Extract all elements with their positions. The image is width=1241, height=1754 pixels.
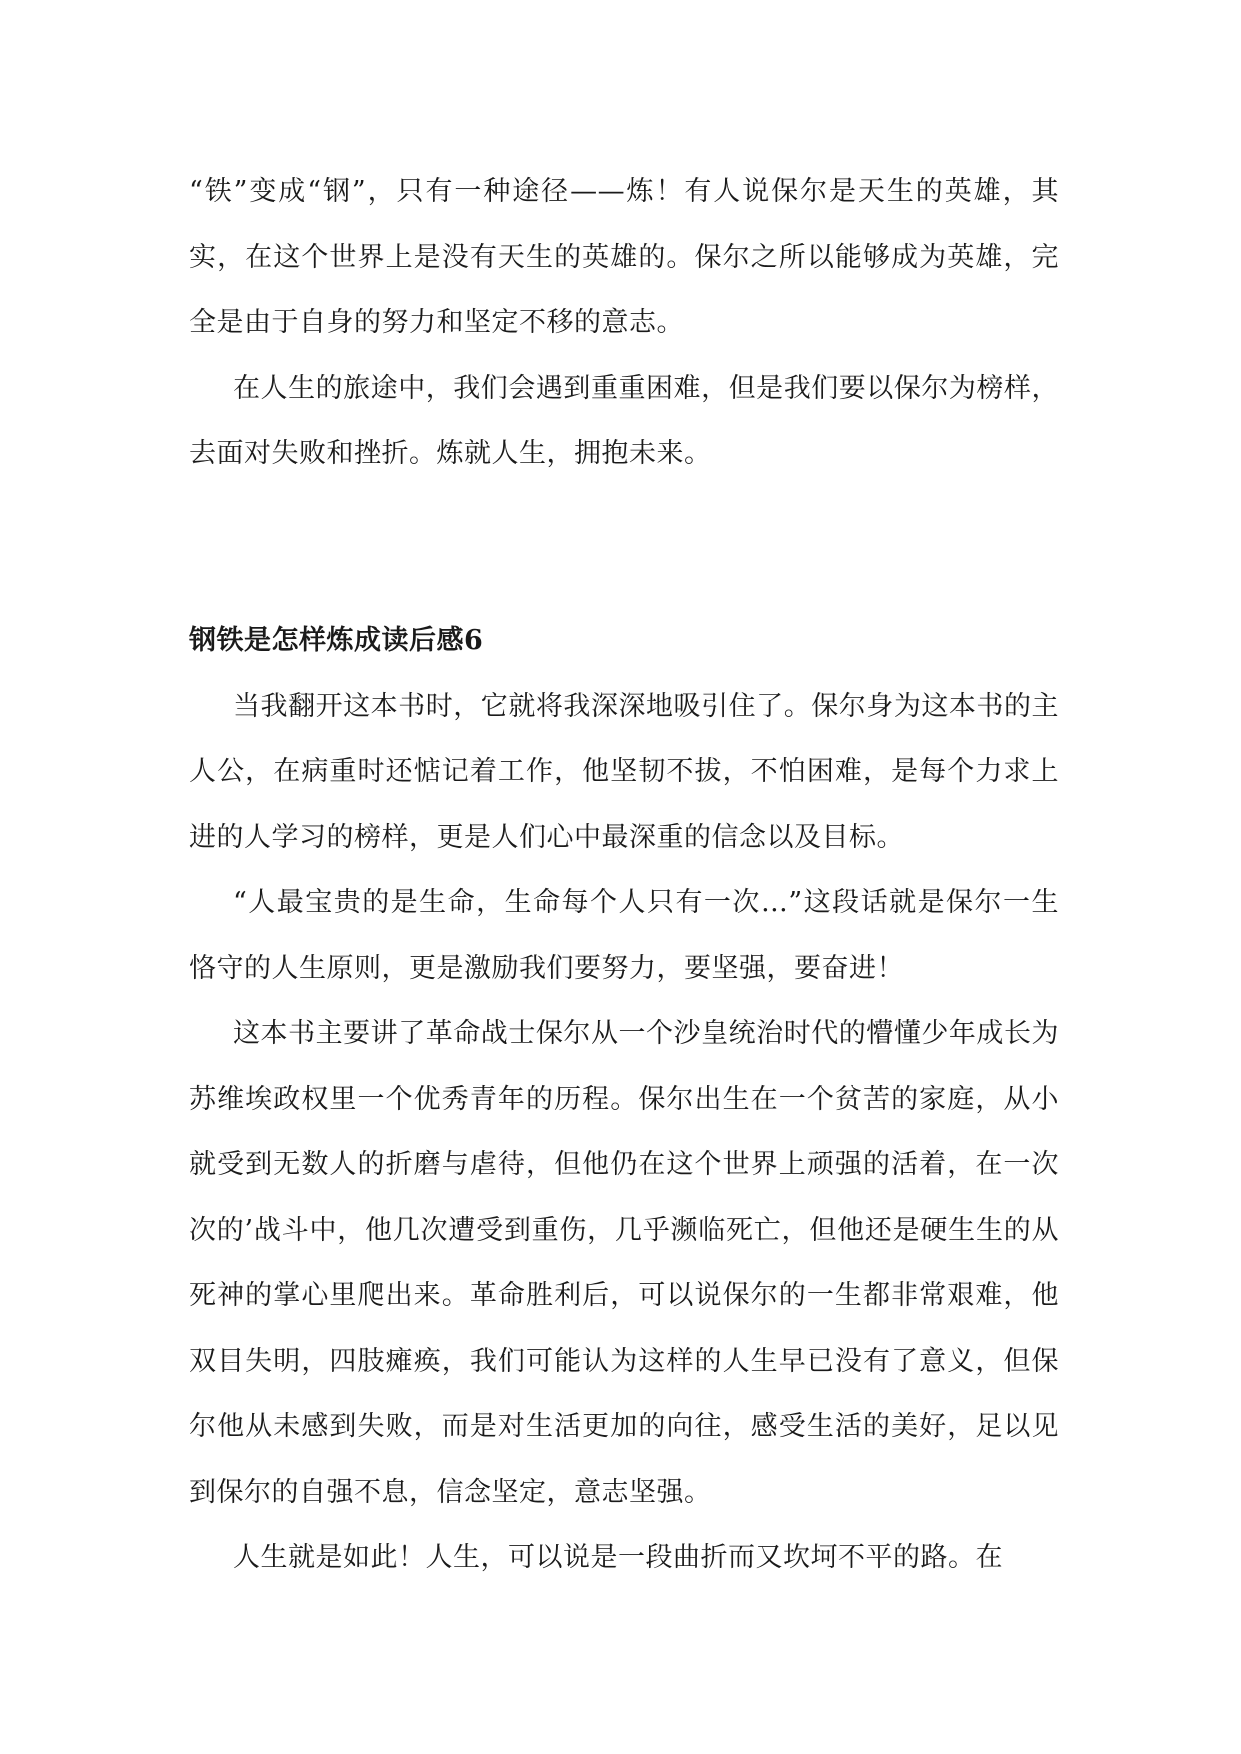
section-heading: 钢铁是怎样炼成读后感6 xyxy=(189,625,484,656)
paragraph: 人生就是如此！人生，可以说是一段曲折而又坎坷不平的路。在 xyxy=(233,1542,1003,1573)
paragraph: 这本书主要讲了革命战士保尔从一个沙皇统治时代的懵懂少年成长为苏维埃政权里一个优秀青年的历程。保尔出生在一个贫苦的家庭，从小就受到无数人的折磨与虐待，但他仍在这个世界上顽强的活着，在一次次的’战斗中，他几次遭受到重伤，几乎濒临死亡，但他还是硬生生的从死神的掌心里爬出来。革命胜利后，可以说保尔的一生都非常艰难，他双目失明，四肢瘫痪，我们可能认为这样的人生早已没有了意义，但保尔他从未感到失败，而是对生活更加的向往，感受生活的美好，足以见到保尔的自强不息，信念坚定，意志坚强。 xyxy=(189,1018,1059,1508)
paragraph: 在人生的旅途中，我们会遇到重重困难，但是我们要以保尔为榜样，去面对失败和挫折。炼就人生，拥抱未来。 xyxy=(189,372,1059,469)
continued-section xyxy=(189,159,1059,487)
paragraph: “铁”变成“钢”，只有一种途径——炼！有人说保尔是天生的英雄，其实，在这个世界上是没有天生的英雄的。保尔之所以能够成为英雄，完全是由于自身的努力和坚定不移的意志。 xyxy=(189,176,1059,338)
essay-section-6 xyxy=(189,608,1059,1591)
paragraph: 当我翻开这本书时，它就将我深深地吸引住了。保尔身为这本书的主人公，在病重时还惦记着工作，他坚韧不拔，不怕困难，是每个力求上进的人学习的榜样，更是人们心中最深重的信念以及目标。 xyxy=(189,690,1059,853)
paragraph: “人最宝贵的是生命，生命每个人只有一次…”这段话就是保尔一生恪守的人生原则，更是激励我们要努力，要坚强，要奋进！ xyxy=(189,887,1059,984)
